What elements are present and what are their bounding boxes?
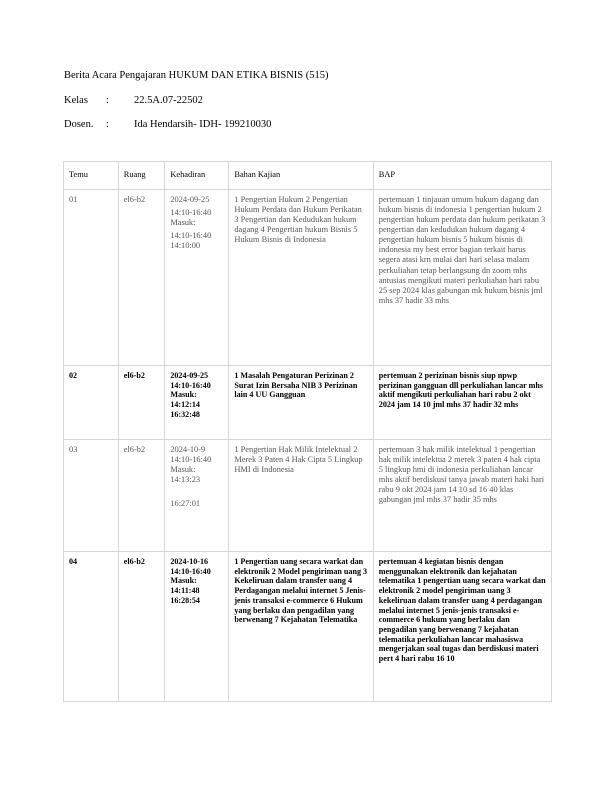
ruang-cell: el6-b2 (118, 190, 165, 366)
table-row (64, 366, 552, 440)
bap-cell: pertemuan 1 tinjauan umum hukum dagang dan hukum bisnis di indonesia 1 pengertian hukum 2 pengertian hukum perdata dan hukum perikatan 3 pengertian dan kedudukan hukum dagang 4 pengertian hukum bisnis 5 hukum bisnis di indonesia my best error bagian terkait harus segera atasi krn mulai dari hari selasa malam perkuliahan tetap berlangsung dn zoom mhs antusias mengikuti materi perkuliahan hari rabu 25 sep 2024 klas gabungan mk hukum bisnis jml mhs 37 hadir 33 mhs (373, 190, 551, 366)
kehadiran-masuk: 14:12:14 (170, 400, 200, 410)
header-temu: Temu (64, 162, 119, 190)
kehadiran-masuk-label: Masuk: (170, 465, 196, 475)
bahan-kajian-cell: 1 Pengertian uang secara warkat dan elektronik 2 Model pengiriman uang 3 Kekeliruan dalam transfer uang 4 Perdagangan melalui internet 5 Jenis-jenis transaksi e-commerce 6 Hukum yang berlaku dan pengadilan yang berwenang 7 Kejahatan Telematika (229, 552, 373, 702)
dosen-row (64, 119, 564, 144)
kelas-colon: : (106, 94, 109, 106)
bap-table (63, 161, 552, 702)
bap-cell: pertemuan 2 perizinan bisnis siup npwp perizinan gangguan dll perkuliahan lancar mhs aktif mengikuti perkuliahan hari rabu 2 okt 2024 jam 14 10 jml mhs 37 hadir 32 mhs (373, 366, 551, 440)
kehadiran-cell (165, 190, 229, 366)
kelas-label: Kelas (64, 94, 88, 106)
header-kehadiran: Kehadiran (165, 162, 229, 190)
ruang-cell: el6-b2 (118, 440, 165, 552)
kehadiran-masuk: 14:11:48 (170, 586, 200, 596)
table-header-row (64, 162, 552, 190)
temu-cell: 01 (64, 190, 119, 366)
kehadiran-masuk: 14:13:23 (170, 475, 201, 485)
header-bahan-kajian: Bahan Kajian (229, 162, 373, 190)
kehadiran-masuk-label: Masuk: (170, 218, 196, 228)
bahan-kajian-cell: 1 Pengertian Hak Milik Intelektual 2 Merek 3 Paten 4 Hak Cipta 5 Lingkup HMI di Indonesia (229, 440, 373, 552)
table-row (64, 190, 552, 366)
bahan-kajian-cell: 1 Pengertian Hukum 2 Pengertian Hukum Perdata dan Hukum Perikatan 3 Pengertian dan Kedudukan hukum dagang 4 Pengertian hukum Bisnis 5 Hukum Bisnis di Indonesia (229, 190, 373, 366)
bap-cell: pertemuan 4 kegiatan bisnis dengan menggunakan elektronik dan kejahatan telematika 1 pengertian uang secara warkat dan elektronik 2 model pengiriman uang 3 kekeliruan dalam transfer uang 4 perdagangan melalui internet 5 jenis-jenis transaksi e-commerce 6 hukum yang berlaku dan pengadilan yang berwenang 7 kejahatan telematika perkuliahan lancar mahasiswa mengerjakan soal tugas dan berdiskusi materi pert 4 hari rabu 16 10 (373, 552, 551, 702)
kehadiran-keluar: 16:32:48 (170, 409, 200, 419)
kehadiran-date: 2024-10-9 (170, 445, 206, 454)
header-bap: BAP (373, 162, 551, 190)
table-row (64, 440, 552, 552)
dosen-colon: : (106, 119, 109, 130)
kehadiran-keluar: 14:10:00 (170, 241, 201, 251)
temu-cell: 03 (64, 440, 119, 552)
bahan-kajian-cell: 1 Masalah Pengaturan Perizinan 2 Surat Izin Bersaha NIB 3 Perizinan lain 4 UU Gangguan (229, 366, 373, 440)
kehadiran-keluar: 16:27:01 (170, 499, 201, 509)
kehadiran-masuk: 14:10-16:40 (170, 231, 212, 241)
temu-cell: 04 (64, 552, 119, 702)
kehadiran-date: 2024-09-25 (170, 371, 209, 380)
document-header (64, 70, 564, 144)
temu-cell: 02 (64, 366, 119, 440)
table-row (64, 552, 552, 702)
dosen-value: Ida Hendarsih- IDH- 199210030 (134, 119, 272, 130)
bap-cell: pertemuan 3 hak milik intelektual 1 pengertian hak milik intelektua 2 merek 3 paten 4 hak cipta 5 lingkup hmi di indonesia perkuliahan lancar mhs aktif berdiskusi tanya jawab materi haki hari rabu 9 okt 2024 jam 14 10 sd 16 40 klas gabungan jml mhs 37 hadir 35 mhs (373, 440, 551, 552)
kehadiran-masuk-label: Masuk: (170, 576, 197, 586)
kehadiran-cell (165, 552, 229, 702)
kelas-row (64, 95, 564, 120)
ruang-cell: el6-b2 (118, 552, 165, 702)
kelas-value: 22.5A.07-22502 (134, 94, 203, 106)
document-title: Berita Acara Pengajaran HUKUM DAN ETIKA BISNIS (515) (64, 70, 329, 81)
kehadiran-schedule: 14:10-16:40 (170, 380, 211, 390)
kehadiran-date: 2024-10-16 (170, 557, 209, 566)
dosen-label: Dosen. (64, 119, 94, 130)
kehadiran-keluar: 16:28:54 (170, 595, 200, 605)
kehadiran-cell (165, 440, 229, 552)
kehadiran-schedule: 14:10-16:40 (170, 455, 212, 465)
kehadiran-schedule: 14:10-16:40 (170, 208, 212, 218)
kehadiran-date: 2024-09-25 (170, 195, 210, 204)
kehadiran-masuk-label: Masuk: (170, 390, 197, 400)
header-ruang: Ruang (118, 162, 165, 190)
kehadiran-schedule: 14:10-16:40 (170, 566, 211, 576)
ruang-cell: el6-b2 (118, 366, 165, 440)
kehadiran-cell (165, 366, 229, 440)
